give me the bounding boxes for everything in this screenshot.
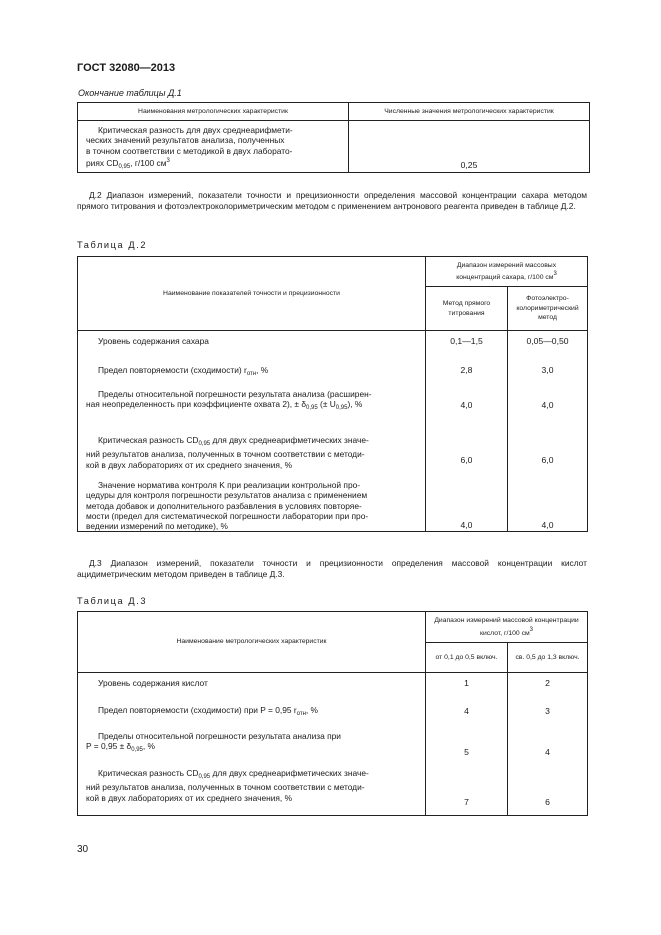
table-d1-header-value: Численные значения метрологических характеристик: [349, 103, 590, 121]
subscript: 0,95: [131, 747, 143, 754]
text: , %: [256, 365, 269, 375]
subscript: 0,95: [198, 774, 211, 780]
table-d3-header-col1: от 0,1 до 0,5 включ.: [426, 643, 508, 673]
row-line: ний результатов анализа, полученных в точном соответствии с методи-: [86, 782, 365, 793]
row-line: ведении измерений по методике), %: [86, 521, 228, 532]
text: , г/100 см: [130, 157, 167, 168]
paragraph-d2: Д.2 Диапазон измерений, показатели точности и прецизионности определения массовой концентрации сахара методом прямого титрования и фотоэлектроколориметрическим методом с применением антронового реагента приведен в таблице Д.2.: [77, 190, 587, 212]
table-d3-caption: Таблица Д.3: [77, 596, 148, 606]
text: , %: [305, 705, 319, 715]
table-d2-header-name: Наименование показателей точности и прецизионности: [78, 257, 426, 331]
row-line: [86, 435, 415, 449]
table-d3-header-range: [426, 612, 588, 643]
text: ная неопределенность при коэффициенте охвата 2), ± δ: [86, 399, 307, 410]
value-cell: 0,05—0,50: [526, 336, 569, 346]
superscript: 3: [553, 271, 557, 277]
row-line: Критическая разность для двух среднеарифмети-: [98, 125, 293, 135]
text: Предел повторяемости (сходимости) при P = 0,95 r: [98, 705, 297, 715]
row-line: [86, 768, 415, 782]
table-d2-labels: [78, 331, 426, 532]
value-cell: 3,0: [541, 365, 554, 375]
row-label: Уровень содержания кислот: [98, 678, 208, 688]
subscript: 0,95: [306, 405, 318, 412]
table-d2-col2: [508, 331, 588, 532]
text: Критическая разность CD: [98, 435, 199, 445]
subscript: отн: [246, 371, 257, 377]
value-cell: 2: [545, 678, 550, 688]
row-label: [86, 705, 415, 731]
subscript: 0,95: [118, 163, 131, 170]
table-d2: [77, 256, 588, 532]
text: ), %: [347, 399, 363, 410]
text: риях CD: [86, 157, 119, 168]
text: , %: [142, 741, 155, 752]
text: P = 0,95 ± δ: [86, 741, 132, 752]
value-cell: 4: [545, 747, 550, 757]
subscript: 0,95: [198, 441, 211, 447]
table-d3-header-name: Наименование метрологических характеристик: [78, 612, 426, 673]
table-d2-header-method2: Фотоэлектро-колориметрический метод: [508, 287, 588, 331]
row-line: [86, 156, 342, 172]
row-line: кой в двух лабораториях от их среднего значения, %: [86, 459, 293, 470]
value-cell: 6,0: [460, 455, 473, 465]
table-d2-header-method1: Метод прямого титрования: [426, 287, 508, 331]
text: (± U: [317, 399, 336, 410]
row-line: Пределы относительной погрешности результата анализа (расширен-: [98, 389, 372, 399]
row-label: [86, 768, 415, 803]
text: Диапазон измерений массовой концентрации кислот, г/100 см: [434, 617, 579, 637]
table-d1-value: 0,25: [349, 121, 590, 173]
text: для двух среднеарифметических значе-: [210, 768, 369, 778]
row-label: Уровень содержания сахара: [98, 336, 209, 346]
document-header: ГОСТ 32080—2013: [77, 62, 176, 74]
row-line: Пределы относительной погрешности результата анализа при: [98, 731, 341, 741]
superscript: 3: [529, 626, 533, 633]
table-d3-col1: [426, 673, 508, 816]
value-cell: 6: [545, 797, 550, 807]
table-d3-header-col2: св. 0,5 до 1,3 включ.: [508, 643, 588, 673]
page-number: 30: [77, 844, 89, 855]
value-cell: 2,8: [460, 365, 473, 375]
row-line: метода добавок и дополнительного разбавления в условиях повторяе-: [86, 500, 362, 511]
value-cell: 4,0: [460, 520, 473, 530]
table-d1-header-name: Наименования метрологических характеристик: [78, 103, 349, 121]
table-d2-caption: Таблица Д.2: [77, 240, 148, 250]
row-label: [86, 389, 415, 435]
row-line: [86, 399, 415, 413]
table-d3: [77, 611, 588, 816]
row-label: [86, 365, 415, 389]
paragraph-d3: Д.3 Диапазон измерений, показатели точности и прецизионности определения массовой концентрации кислот ацидиметрическим методом приведен в таблице Д.3.: [77, 558, 587, 580]
subscript: отн: [296, 711, 306, 717]
value-cell: 4: [464, 706, 469, 716]
value-cell: 0,1—1,5: [450, 336, 483, 346]
superscript: 3: [166, 157, 170, 164]
text: для двух среднеарифметических значе-: [210, 435, 369, 445]
row-line: мости (предел для систематической погрешности лаборатории при про-: [86, 510, 369, 521]
table-d3-labels: [78, 673, 426, 816]
value-cell: 6,0: [541, 455, 554, 465]
value-cell: 3: [545, 706, 550, 716]
table-d2-col1: [426, 331, 508, 532]
row-label: [86, 480, 415, 531]
value-cell: 4,0: [541, 520, 554, 530]
table-d1-caption: Окончание таблицы Д.1: [78, 88, 182, 98]
row-label: [86, 731, 415, 768]
row-line: в точном соответствии с методикой в двух лаборато-: [86, 145, 293, 156]
value-cell: 4,0: [460, 400, 473, 410]
value-cell: 4,0: [541, 400, 554, 410]
row-line: ний результатов анализа, полученных в точном соответствии с методи-: [86, 449, 365, 460]
subscript: 0,95: [335, 405, 348, 412]
row-line: кой в двух лабораториях от их среднего значения, %: [86, 792, 293, 803]
text: Критическая разность CD: [98, 768, 199, 778]
row-line: ческих значений результатов анализа, полученных: [86, 135, 285, 146]
row-label: [86, 435, 415, 480]
value-cell: 1: [464, 678, 469, 688]
table-d3-col2: [508, 673, 588, 816]
value-cell: 5: [464, 747, 469, 757]
table-d2-header-range: [426, 257, 588, 287]
value-cell: 7: [464, 797, 469, 807]
row-line: [86, 741, 415, 755]
text: Диапазон измерений массовых концентраций сахара, г/100 см: [456, 261, 557, 281]
row-line: Значение норматива контроля K при реализации контрольной про-: [98, 480, 361, 490]
table-d1: [77, 102, 590, 173]
row-line: цедуры для контроля погрешности результатов анализа с применением: [86, 490, 368, 501]
text: Предел повторяемости (сходимости) r: [98, 365, 247, 375]
table-d1-row: [78, 121, 349, 173]
